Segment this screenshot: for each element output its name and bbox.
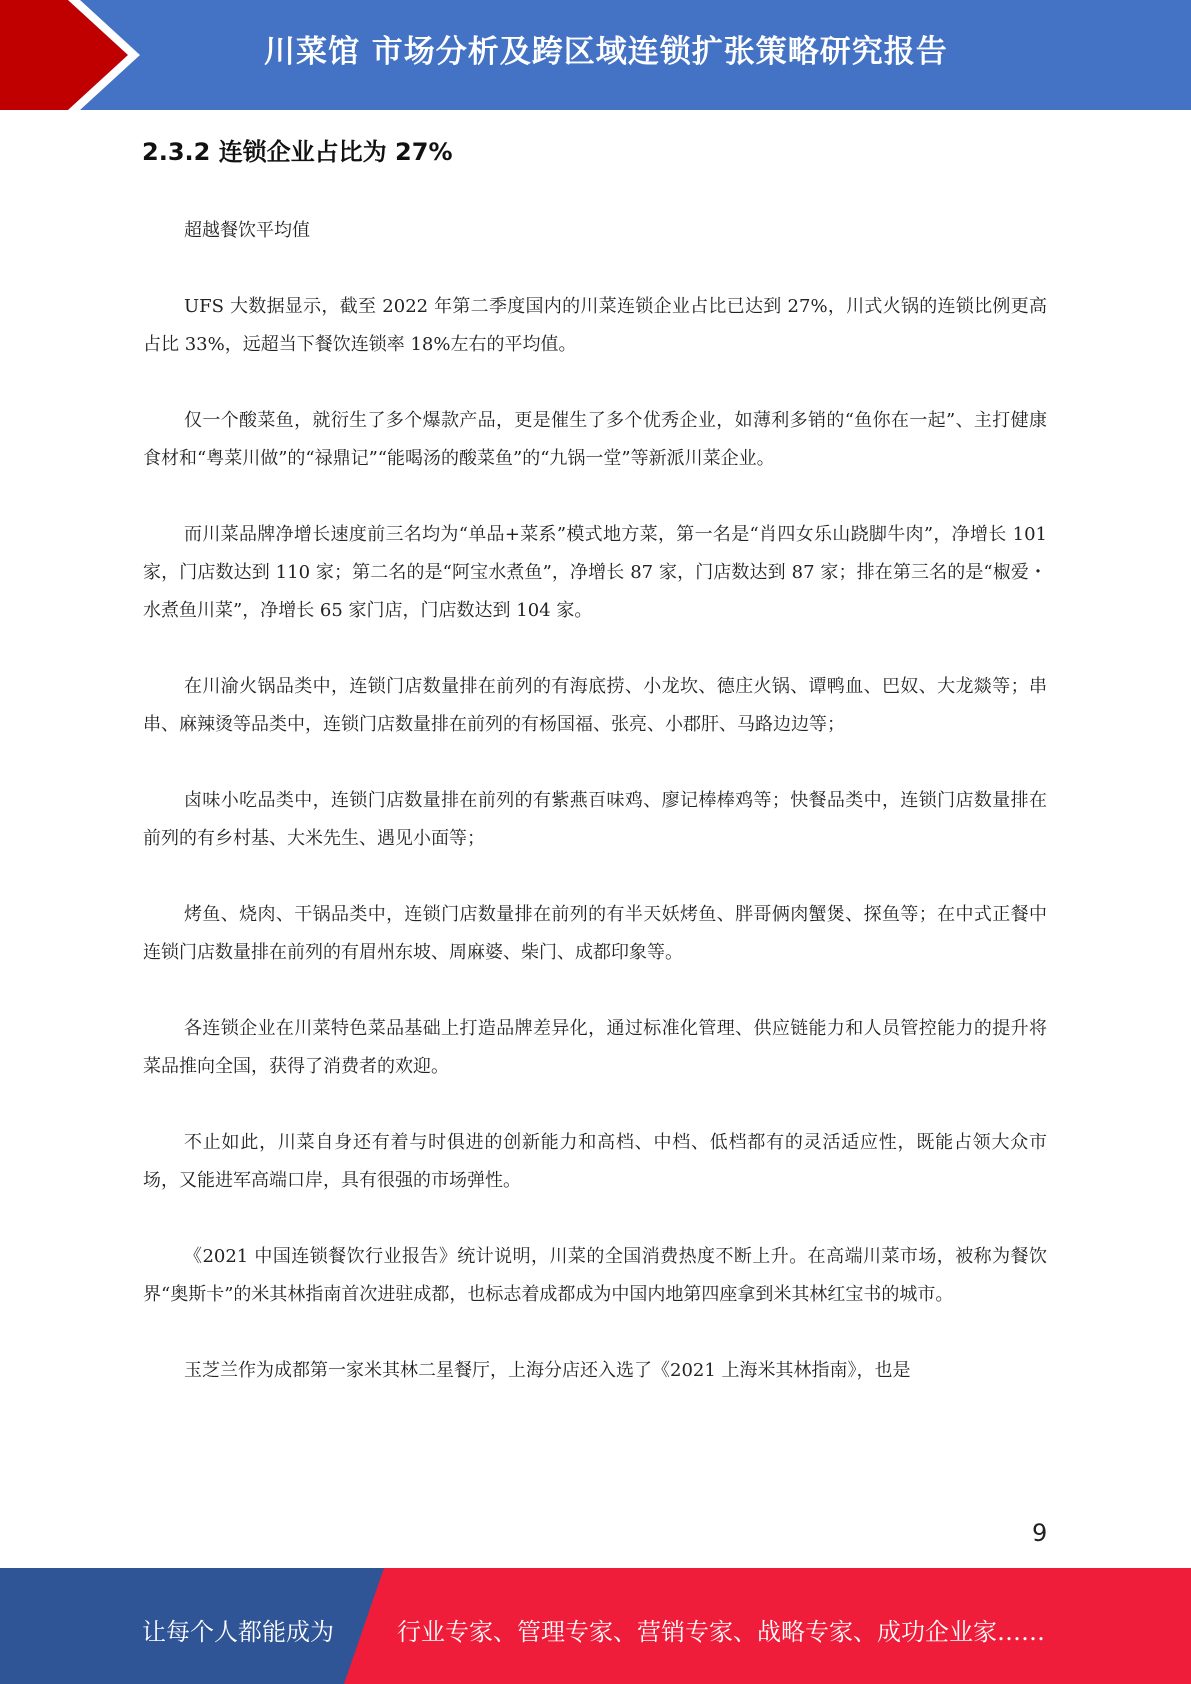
paragraph: 烤鱼、烧肉、干锅品类中，连锁门店数量排在前列的有半天妖烤鱼、胖哥俩肉蟹煲、探鱼等；在中式正餐中连锁门店数量排在前列的有眉州东坡、周麻婆、柴门、成都印象等。 <box>143 904 1047 963</box>
footer-slogan-left: 让每个人都能成为 <box>142 1618 334 1646</box>
paragraph: 各连锁企业在川菜特色菜品基础上打造品牌差异化，通过标准化管理、供应链能力和人员管控能力的提升将菜品推向全国，获得了消费者的欢迎。 <box>143 1018 1047 1077</box>
report-title: 川菜馆 市场分析及跨区域连锁扩张策略研究报告 <box>264 34 948 70</box>
footer-slogan-right: 行业专家、管理专家、营销专家、战略专家、成功企业家…… <box>397 1618 1045 1646</box>
paragraph: 而川菜品牌净增长速度前三名均为“单品+菜系”模式地方菜，第一名是“肖四女乐山跷脚牛肉”，净增长 101 家，门店数达到 110 家；第二名的是“阿宝水煮鱼”，净增长 87 家，门店数达到 87 家；排在第三名的是“椒爱・水煮鱼川菜”，净增长 65 家门店，门店数达到 104 家。 <box>143 524 1047 621</box>
paragraph: 《2021 中国连锁餐饮行业报告》统计说明，川菜的全国消费热度不断上升。在高端川菜市场，被称为餐饮界“奥斯卡”的米其林指南首次进驻成都，也标志着成都成为中国内地第四座拿到米其林红宝书的城市。 <box>143 1246 1047 1305</box>
paragraph: 卤味小吃品类中，连锁门店数量排在前列的有紫燕百味鸡、廖记棒棒鸡等；快餐品类中，连锁门店数量排在前列的有乡村基、大米先生、遇见小面等； <box>143 790 1047 849</box>
paragraph: UFS 大数据显示，截至 2022 年第二季度国内的川菜连锁企业占比已达到 27%，川式火锅的连锁比例更高占比 33%，远超当下餐饮连锁率 18%左右的平均值。 <box>143 296 1047 355</box>
body-text <box>143 212 1047 1428</box>
footer-banner <box>0 1568 1191 1684</box>
header-arrow-decoration <box>0 0 260 110</box>
paragraph: 仅一个酸菜鱼，就衍生了多个爆款产品，更是催生了多个优秀企业，如薄利多销的“鱼你在一起”、主打健康食材和“粤菜川做”的“禄鼎记”“能喝汤的酸菜鱼”的“九锅一堂”等新派川菜企业。 <box>143 410 1047 469</box>
paragraph-subtitle: 超越餐饮平均值 <box>184 220 310 241</box>
paragraph: 在川渝火锅品类中，连锁门店数量排在前列的有海底捞、小龙坎、德庄火锅、谭鸭血、巴奴、大龙燚等；串串、麻辣烫等品类中，连锁门店数量排在前列的有杨国福、张亮、小郡肝、马路边边等； <box>143 676 1047 735</box>
paragraph: 不止如此，川菜自身还有着与时俱进的创新能力和高档、中档、低档都有的灵活适应性，既能占领大众市场，又能进军高端口岸，具有很强的市场弹性。 <box>143 1132 1047 1191</box>
paragraph: 玉芝兰作为成都第一家米其林二星餐厅，上海分店还入选了《2021 上海米其林指南》，也是 <box>184 1360 911 1381</box>
section-heading: 2.3.2 连锁企业占比为 27% <box>142 138 453 166</box>
page-number: 9 <box>1032 1519 1048 1547</box>
header-banner <box>0 0 1191 110</box>
